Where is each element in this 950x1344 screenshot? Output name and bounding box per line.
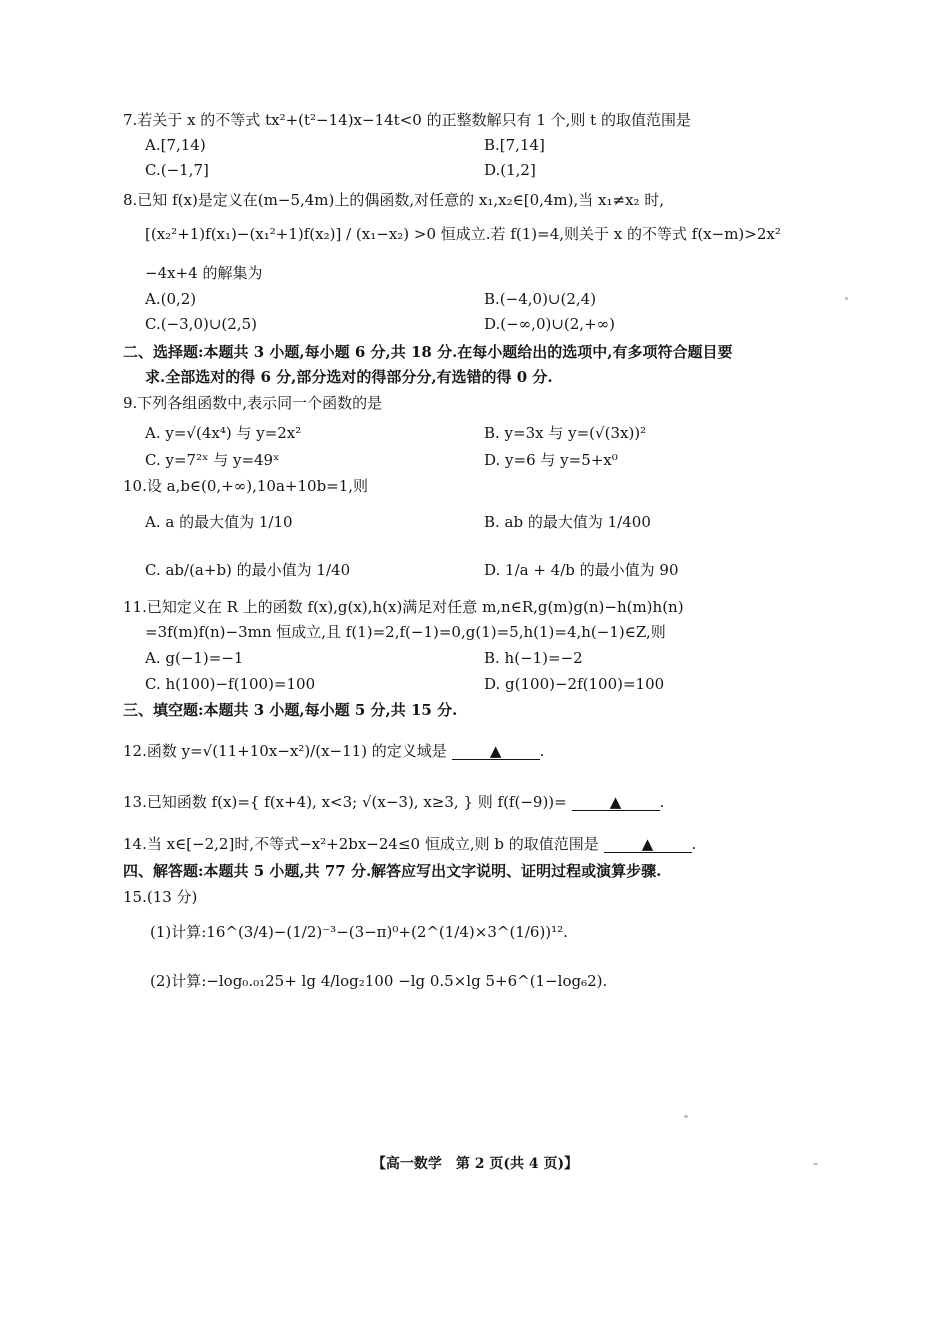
q14-stem: 14.当 x∈[−2,2]时,不等式−x²+2bx−24≤0 恒成立,则 b 的取值范围是: [123, 835, 599, 853]
q12-answer-blank[interactable]: [452, 741, 540, 760]
q9-option-c: C. y=7²ˣ 与 y=49ˣ: [145, 451, 280, 469]
scan-speck: [813, 1163, 818, 1165]
triangle-icon: ▲: [489, 742, 502, 760]
q13-stem: 13.已知函数 f(x)={ f(x+4), x<3; √(x−3), x≥3, } 则 f(f(−9))=: [123, 793, 567, 811]
q8-stem-2: [(x₂²+1)f(x₁)−(x₁²+1)f(x₂)] / (x₁−x₂) >0 恒成立.若 f(1)=4,则关于 x 的不等式 f(x−m)>2x²: [145, 225, 781, 243]
q13-answer-blank[interactable]: [572, 792, 660, 811]
q10-option-d: D. 1/a + 4/b 的最小值为 90: [484, 561, 679, 579]
q7-stem: 7.若关于 x 的不等式 tx²+(t²−14)x−14t<0 的正整数解只有 1 个,则 t 的取值范围是: [123, 111, 691, 129]
q12-end: .: [539, 742, 545, 760]
q13: [123, 792, 664, 812]
q9-stem: 9.下列各组函数中,表示同一个函数的是: [123, 394, 383, 412]
q8-option-c: C.(−3,0)∪(2,5): [145, 315, 257, 333]
q7-option-c: C.(−1,7]: [145, 161, 209, 179]
scan-speck: [845, 297, 848, 300]
q9-option-b: B. y=3x 与 y=(√(3x))²: [484, 424, 647, 442]
q11-option-c: C. h(100)−f(100)=100: [145, 675, 316, 693]
q11-stem-1: 11.已知定义在 R 上的函数 f(x),g(x),h(x)满足对任意 m,n∈R,g(m)g(n)−h(m)h(n): [123, 598, 684, 616]
q11-option-a: A. g(−1)=−1: [145, 649, 244, 667]
q15-part-2: (2)计算:−log₀.₀₁25+ lg 4/log₂100 −lg 0.5×lg 5+6^(1−log₆2).: [150, 972, 608, 990]
q12-stem: 12.函数 y=√(11+10x−x²)/(x−11) 的定义域是: [123, 742, 447, 760]
page-footer: 【高一数学 第 2 页(共 4 页)】: [371, 1156, 579, 1172]
q10-option-a: A. a 的最大值为 1/10: [145, 513, 293, 531]
q7-option-a: A.[7,14): [145, 136, 206, 154]
section-4-heading: 四、解答题:本题共 5 小题,共 77 分.解答应写出文字说明、证明过程或演算步骤.: [123, 862, 662, 880]
q15-heading: 15.(13 分): [123, 888, 198, 906]
q15-part-1: (1)计算:16^(3/4)−(1/2)⁻³−(3−π)⁰+(2^(1/4)×3^(1/6))¹².: [150, 923, 568, 941]
section-2-heading: 二、选择题:本题共 3 小题,每小题 6 分,共 18 分.在每小题给出的选项中,有多项符合题目要: [123, 343, 733, 361]
q11-option-d: D. g(100)−2f(100)=100: [484, 675, 665, 693]
q10-option-c: C. ab/(a+b) 的最小值为 1/40: [145, 561, 351, 579]
q11-stem-2: =3f(m)f(n)−3mn 恒成立,且 f(1)=2,f(−1)=0,g(1)=5,h(1)=4,h(−1)∈Z,则: [145, 623, 666, 641]
q10-stem: 10.设 a,b∈(0,+∞),10a+10b=1,则: [123, 477, 369, 495]
q14: [123, 834, 696, 854]
q8-stem-3: −4x+4 的解集为: [145, 264, 263, 282]
q9-option-a: A. y=√(4x⁴) 与 y=2x²: [145, 424, 302, 442]
q7-option-d: D.(1,2]: [484, 161, 536, 179]
triangle-icon: ▲: [609, 793, 622, 811]
q8-option-d: D.(−∞,0)∪(2,+∞): [484, 315, 615, 333]
q7-option-b: B.[7,14]: [484, 136, 545, 154]
section-3-heading: 三、填空题:本题共 3 小题,每小题 5 分,共 15 分.: [123, 701, 458, 719]
q10-option-b: B. ab 的最大值为 1/400: [484, 513, 651, 531]
q12: [123, 741, 544, 761]
q11-option-b: B. h(−1)=−2: [484, 649, 583, 667]
q8-stem-1: 8.已知 f(x)是定义在(m−5,4m)上的偶函数,对任意的 x₁,x₂∈[0,4m),当 x₁≠x₂ 时,: [123, 191, 665, 209]
q9-option-d: D. y=6 与 y=5+x⁰: [484, 451, 618, 469]
q13-end: .: [659, 793, 665, 811]
q14-answer-blank[interactable]: [604, 834, 692, 853]
scan-speck: [684, 1115, 688, 1118]
q8-option-a: A.(0,2): [145, 290, 197, 308]
triangle-icon: ▲: [641, 835, 654, 853]
section-2-heading-cont: 求.全部选对的得 6 分,部分选对的得部分分,有选错的得 0 分.: [145, 368, 553, 386]
q8-option-b: B.(−4,0)∪(2,4): [484, 290, 597, 308]
q14-end: .: [691, 835, 697, 853]
